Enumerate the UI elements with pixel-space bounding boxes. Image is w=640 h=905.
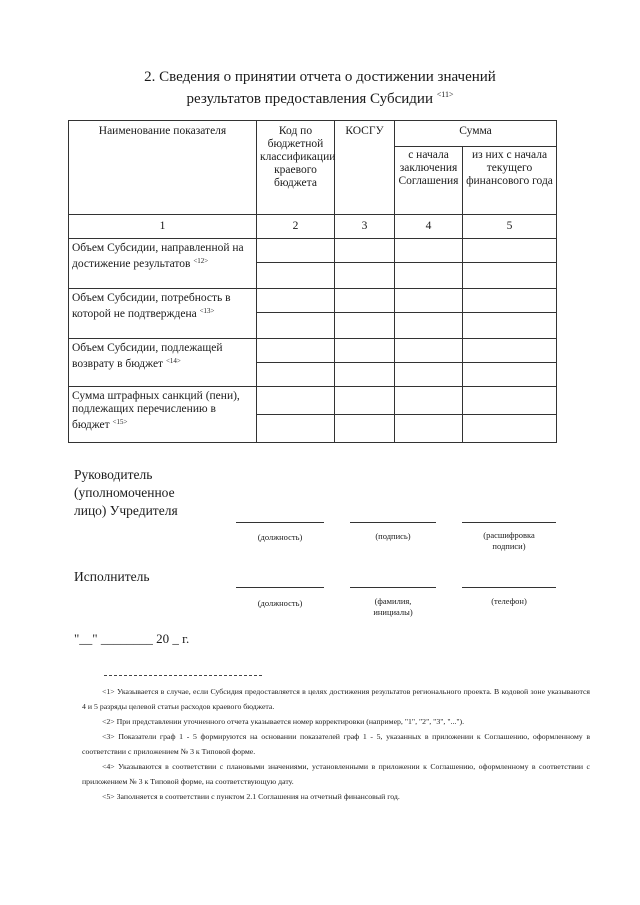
footnote-4: <4> Указываются в соответствии с плановыми значениями, установленными в приложении к Соглашению, оформленному в соответствии с приложением № 3 к Типовой форме, на соответствующую дату. <box>82 762 590 786</box>
row-footnote-ref: <14> <box>165 357 181 365</box>
table-cell <box>257 339 335 363</box>
header-name: Наименование показателя <box>69 121 257 215</box>
executor-title: Исполнитель <box>74 569 150 584</box>
report-table <box>68 120 557 443</box>
column-number: 1 <box>69 215 257 239</box>
table-cell <box>335 339 395 363</box>
column-number: 3 <box>335 215 395 239</box>
table-cell <box>335 387 395 415</box>
row-name <box>69 339 257 387</box>
table-cell <box>335 263 395 289</box>
table-cell <box>395 387 463 415</box>
table-cell <box>395 313 463 339</box>
exec-position-line[interactable] <box>236 587 324 588</box>
column-number: 5 <box>463 215 557 239</box>
head-decoding-caption-2: подписи) <box>492 541 526 551</box>
table-cell <box>395 289 463 313</box>
date-line: "__" ________ 20 _ г. <box>74 631 190 646</box>
row-name-text: Сумма штрафных санкций (пени), подлежащих перечислению в бюджет <box>72 390 240 431</box>
row-name <box>69 289 257 339</box>
row-footnote-ref: <13> <box>199 307 215 315</box>
table-cell <box>257 263 335 289</box>
table-cell <box>257 313 335 339</box>
head-title-line-2: (уполномоченное <box>74 485 175 500</box>
footnotes <box>82 684 590 804</box>
head-title-line-3: лицо) Учредителя <box>74 503 178 518</box>
footnote-separator <box>104 675 262 676</box>
header-sum-year: из них с начала текущего финансового года <box>463 147 557 215</box>
table-cell <box>463 339 557 363</box>
row-name <box>69 239 257 289</box>
title-line-2 <box>0 86 640 108</box>
row-name-text: Объем Субсидии, направленной на достижение результатов <box>72 242 244 270</box>
exec-phone-line[interactable] <box>462 587 556 588</box>
table-cell <box>335 363 395 387</box>
table-cell <box>335 239 395 263</box>
row-footnote-ref: <12> <box>193 257 209 265</box>
table-cell <box>463 239 557 263</box>
table-cell <box>395 339 463 363</box>
head-decoding-caption-1: (расшифровка <box>483 530 535 540</box>
table-row <box>69 339 557 363</box>
row-footnote-ref: <15> <box>112 418 128 426</box>
header-kosgu: КОСГУ <box>335 121 395 215</box>
table-cell <box>257 239 335 263</box>
table-cell <box>257 415 335 443</box>
table-cell <box>463 415 557 443</box>
table-cell <box>395 415 463 443</box>
head-position-caption: (должность) <box>257 532 303 542</box>
row-name <box>69 387 257 443</box>
exec-position-caption: (должность) <box>257 598 303 608</box>
exec-name-line[interactable] <box>350 587 436 588</box>
table-cell <box>395 239 463 263</box>
table-cell <box>335 415 395 443</box>
head-decoding-line[interactable] <box>462 522 556 523</box>
column-numbers-row <box>69 215 557 239</box>
footnote-5: <5> Заполняется в соответствии с пунктом 2.1 Соглашения на отчетный финансовый год. <box>102 792 400 801</box>
table-cell <box>257 289 335 313</box>
table-cell <box>395 363 463 387</box>
column-number: 4 <box>395 215 463 239</box>
table-cell <box>395 263 463 289</box>
head-title-line-1: Руководитель <box>74 467 153 482</box>
table-row <box>69 239 557 263</box>
exec-name-caption-2: инициалы) <box>373 607 413 617</box>
table-cell <box>463 313 557 339</box>
exec-name-caption-1: (фамилия, <box>374 596 412 606</box>
header-code: Код по бюджетной классификации краевого бюджета <box>257 121 335 215</box>
footnote-2: <2> При представлении уточненного отчета указывается номер корректировки (например, "1", "2", "3", "..."). <box>102 717 465 726</box>
column-number: 2 <box>257 215 335 239</box>
table-row <box>69 289 557 313</box>
row-name-text: Объем Субсидии, потребность в которой не подтверждена <box>72 292 231 320</box>
footnote-3: <3> Показатели граф 1 - 5 формируются на основании показателей граф 1 - 5, указанных в приложении к Соглашению, оформленному в соответствии с приложением № 3 к Типовой форме. <box>82 732 590 756</box>
title-line-1: 2. Сведения о принятии отчета о достижении значений <box>144 69 496 85</box>
header-sum: Сумма <box>395 121 557 147</box>
footnote-1: <1> Указывается в случае, если Субсидия предоставляется в целях достижения результатов регионального проекта. В кодовой зоне указываются 4 и 5 разряды целевой статьи расходов краевого бюджета. <box>82 687 590 711</box>
header-sum-from-start: с начала заключения Соглашения <box>395 147 463 215</box>
head-signature-caption: (подпись) <box>375 531 411 541</box>
table-cell <box>463 363 557 387</box>
row-name-text: Объем Субсидии, подлежащей возврату в бюджет <box>72 342 223 370</box>
table-cell <box>335 289 395 313</box>
table-cell <box>463 263 557 289</box>
table-cell <box>463 289 557 313</box>
head-signature-line[interactable] <box>350 522 436 523</box>
title-line-2-text: результатов предоставления Субсидии <box>186 91 433 107</box>
section-title <box>0 68 640 108</box>
head-decoding-caption <box>462 530 556 552</box>
table-cell <box>257 387 335 415</box>
exec-phone-caption: (телефон) <box>491 596 527 606</box>
table-row <box>69 387 557 415</box>
table-cell <box>257 363 335 387</box>
table-cell <box>335 313 395 339</box>
exec-name-caption <box>350 596 436 618</box>
head-title <box>74 466 178 520</box>
title-footnote-ref: <11> <box>436 90 454 99</box>
table-cell <box>463 387 557 415</box>
head-position-line[interactable] <box>236 522 324 523</box>
